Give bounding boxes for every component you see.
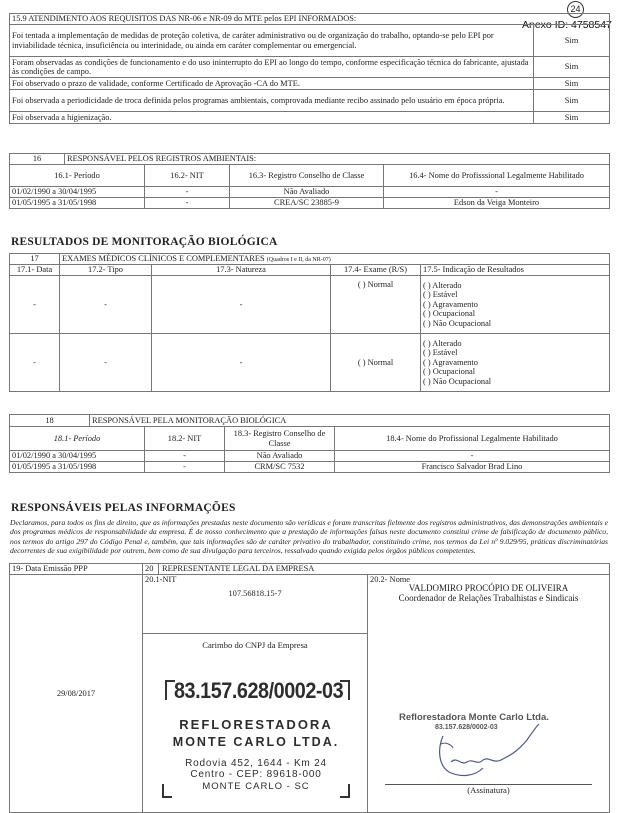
result-option: ( ) Estável — [423, 290, 458, 300]
table-cell: - — [145, 451, 225, 462]
epi-requirement-answer: Sim — [534, 78, 610, 90]
results-list — [421, 334, 610, 392]
result-option: ( ) Não Ocupacional — [423, 318, 492, 328]
table-cell: - — [60, 334, 152, 392]
s18-header-periodo: 18.1- Período — [10, 427, 145, 451]
section-16-title: RESPONSÁVEL PELOS REGISTROS AMBIENTAIS: — [65, 154, 610, 165]
table-cell: ( ) Normal — [331, 276, 421, 334]
s20-nit-label: 20.1-NIT — [145, 575, 177, 584]
s20-name-value: VALDOMIRO PROCÓPIO DE OLIVEIRA — [408, 583, 569, 594]
section-17-number: 17 — [10, 254, 60, 265]
table-cell: Edson da Veiga Monteiro — [384, 198, 610, 209]
stamp-address1: Rodovia 452, 1644 - Km 24 — [185, 758, 327, 769]
table-cell: Não Avaliado — [225, 451, 335, 462]
stamp-address2: Centro - CEP: 89618-000 — [190, 769, 322, 780]
signature-stamp — [397, 712, 577, 782]
s18-header-nit: 18.2- NIT — [145, 427, 225, 451]
stamp-corner-br — [340, 784, 350, 798]
table-cell: CREA/SC 23885-9 — [230, 198, 384, 209]
table-cell: - — [145, 462, 225, 473]
epi-requirement-text: Foi observada a higienização. — [10, 112, 534, 124]
table-cell: 01/05/1995 a 31/05/1998 — [10, 198, 145, 209]
table-cell: - — [152, 276, 331, 334]
table-row — [10, 187, 610, 198]
s17-header-resultados: 17.5- Indicação de Resultados — [421, 265, 610, 276]
epi-requirement-text: Foi tentada a implementação de medidas de proteção coletiva, de caráter administrativo ou de organização do trabalho, optando-se pelo EPI por inviabilidade técnica, insuficiência ou interinidade, ou ainda em caráter complementar ou emergencial. — [10, 25, 534, 57]
section-17-title-text: EXAMES MÉDICOS CLÍNICOS E COMPLEMENTARES — [62, 254, 265, 264]
result-option: ( ) Ocupacional — [423, 309, 476, 319]
section-17 — [9, 253, 609, 392]
table-cell: Não Avaliado — [230, 187, 384, 198]
table-cell: - — [60, 276, 152, 334]
sig-stamp-cnpj: 83.157.628/0002-03 — [435, 724, 498, 731]
s19-label: 19- Data Emissão PPP — [10, 564, 143, 575]
section-16 — [9, 153, 609, 209]
s16-header-nome: 16.4- Nome do Profisssional Legalmente Habilitado — [384, 165, 610, 187]
section-15-9 — [9, 13, 609, 124]
stamp-company-line1: REFLORESTADORA — [179, 717, 333, 732]
declaration-text: Declaramos, para todos os fins de direito, que as informações prestadas neste documento são verídicas e foram transcritas fielmente dos registros administrativos, das demonstrações ambientais e dos programas médicos de responsabilidade da empresa. É de nosso conhecimento que a prestação de informações falsas neste documento constitui crime de falsificação de documento público, nos termos do artigo 297 do Código Penal e, também, que tais informações são de caráter privativo do trabalhador, constituindo crime, nos termos da Lei nº 9.029/95, práticas discriminatórias decorrentes de sua exigibilidade por outrem, bem como de sua divulgação para terceiros, ressalvado quando exigida pelos órgãos públicos competentes. — [10, 518, 608, 556]
s20-role: Coordenador de Relações Trabalhistas e Sindicais — [398, 593, 579, 604]
section-18 — [9, 414, 609, 473]
epi-requirement-answer: Sim — [534, 25, 610, 57]
s16-header-periodo: 16.1- Período — [10, 165, 145, 187]
section-20-title-text: REPRESENTANTE LEGAL DA EMPRESA — [162, 564, 315, 574]
table-row — [10, 462, 610, 473]
s18-header-nome: 18.4- Nome do Profissional Legalmente Habilitado — [335, 427, 610, 451]
epi-requirement-answer: Sim — [534, 90, 610, 112]
section-17-title — [60, 254, 610, 265]
sig-stamp-company: Reflorestadora Monte Carlo Ltda. — [399, 712, 549, 723]
s17-header-natureza: 17.3- Natureza — [152, 265, 331, 276]
section-16-number: 16 — [10, 154, 65, 165]
epi-requirement-answer: Sim — [534, 112, 610, 124]
table-cell: ( ) Normal — [331, 334, 421, 392]
section-title-responsaveis: RESPONSÁVEIS PELAS INFORMAÇÕES — [11, 502, 236, 514]
result-option: ( ) Ocupacional — [423, 367, 476, 377]
result-option: ( ) Estável — [423, 348, 458, 358]
table-cell: - — [10, 276, 60, 334]
table-cell: Francisco Salvador Brad Lino — [335, 462, 610, 473]
result-option: ( ) Alterado — [423, 280, 462, 290]
section-title-monitoracao: RESULTADOS DE MONITORAÇÃO BIOLÓGICA — [11, 236, 278, 248]
s19-value: 29/08/2017 — [10, 575, 143, 813]
epi-requirement-text: Foi observado o prazo de validade, conforme Certificado de Aprovação -CA do MTE. — [10, 78, 534, 90]
result-option: ( ) Não Ocupacional — [423, 376, 492, 386]
s16-header-registro: 16.3- Registro Conselho de Classe — [230, 165, 384, 187]
s18-header-registro: 18.3- Registro Conselho de Classe — [225, 427, 335, 451]
s16-header-nit: 16.2- NIT — [145, 165, 230, 187]
s17-header-data: 17.1- Data — [10, 265, 60, 276]
result-option: ( ) Agravamento — [423, 357, 478, 367]
table-row — [10, 451, 610, 462]
table-cell: 01/02/1990 a 30/04/1995 — [10, 187, 145, 198]
epi-requirement-text: Foi observada a periodicidade de troca definida pelos programas ambientais, comprovada mediante recibo assinado pelo usuário em época própria. — [10, 90, 534, 112]
s20-name-label: 20.2- Nome — [370, 575, 411, 584]
s20-nit-value: 107.56818.15-7 — [228, 589, 282, 599]
signature-label: (Assinatura) — [467, 785, 510, 795]
stamp-cnpj: 83.157.628/0002-03 — [174, 678, 344, 703]
stamp-company-line2: MONTE CARLO LTDA. — [172, 735, 340, 749]
cnpj-stamp-label: Carimbo do CNPJ da Empresa — [202, 640, 308, 650]
table-cell: 01/05/1995 a 31/05/1998 — [10, 462, 145, 473]
section-20-title — [143, 564, 610, 575]
annex-id: Anexo ID: 4758547 — [522, 19, 612, 31]
s17-header-tipo: 17.2- Tipo — [60, 265, 152, 276]
table-cell: 01/02/1990 a 30/04/1995 — [10, 451, 145, 462]
result-option: ( ) Alterado — [423, 338, 462, 348]
company-cnpj-stamp — [156, 664, 356, 799]
handwritten-signature — [431, 722, 551, 784]
section-17-title-note: (Quadros I e II, da NR-07) — [266, 257, 331, 264]
section-18-number: 18 — [10, 415, 90, 427]
table-row — [10, 276, 610, 334]
section-15-9-title: 15.9 ATENDIMENTO AOS REQUISITOS DAS NR-06 e NR-09 do MTE pelos EPI INFORMADOS: — [10, 14, 534, 25]
stamp-corner-bl — [162, 784, 172, 798]
table-cell: - — [384, 187, 610, 198]
page-number: 24 — [567, 1, 584, 18]
table-cell: - — [145, 198, 230, 209]
epi-requirement-text: Foram observadas as condições de funcionamento e do uso ininterrupto do EPI ao longo do tempo, conforme especificação técnica do fabricante, ajustada às condições de campo. — [10, 57, 534, 78]
s17-header-exame: 17.4- Exame (R/S) — [331, 265, 421, 276]
table-row — [10, 334, 610, 392]
table-cell: - — [145, 187, 230, 198]
epi-requirement-answer: Sim — [534, 57, 610, 78]
section-18-title: RESPONSÁVEL PELA MONITORAÇÃO BIOLÓGICA — [90, 415, 610, 427]
result-option: ( ) Agravamento — [423, 299, 478, 309]
table-row — [10, 198, 610, 209]
table-cell: - — [10, 334, 60, 392]
table-cell: - — [335, 451, 610, 462]
stamp-city: MONTE CARLO - SC — [202, 781, 310, 792]
results-list — [421, 276, 610, 334]
table-cell: - — [152, 334, 331, 392]
table-cell: CRM/SC 7532 — [225, 462, 335, 473]
cnpj-area-divider — [143, 633, 367, 634]
section-20-number: 20 — [145, 564, 159, 573]
